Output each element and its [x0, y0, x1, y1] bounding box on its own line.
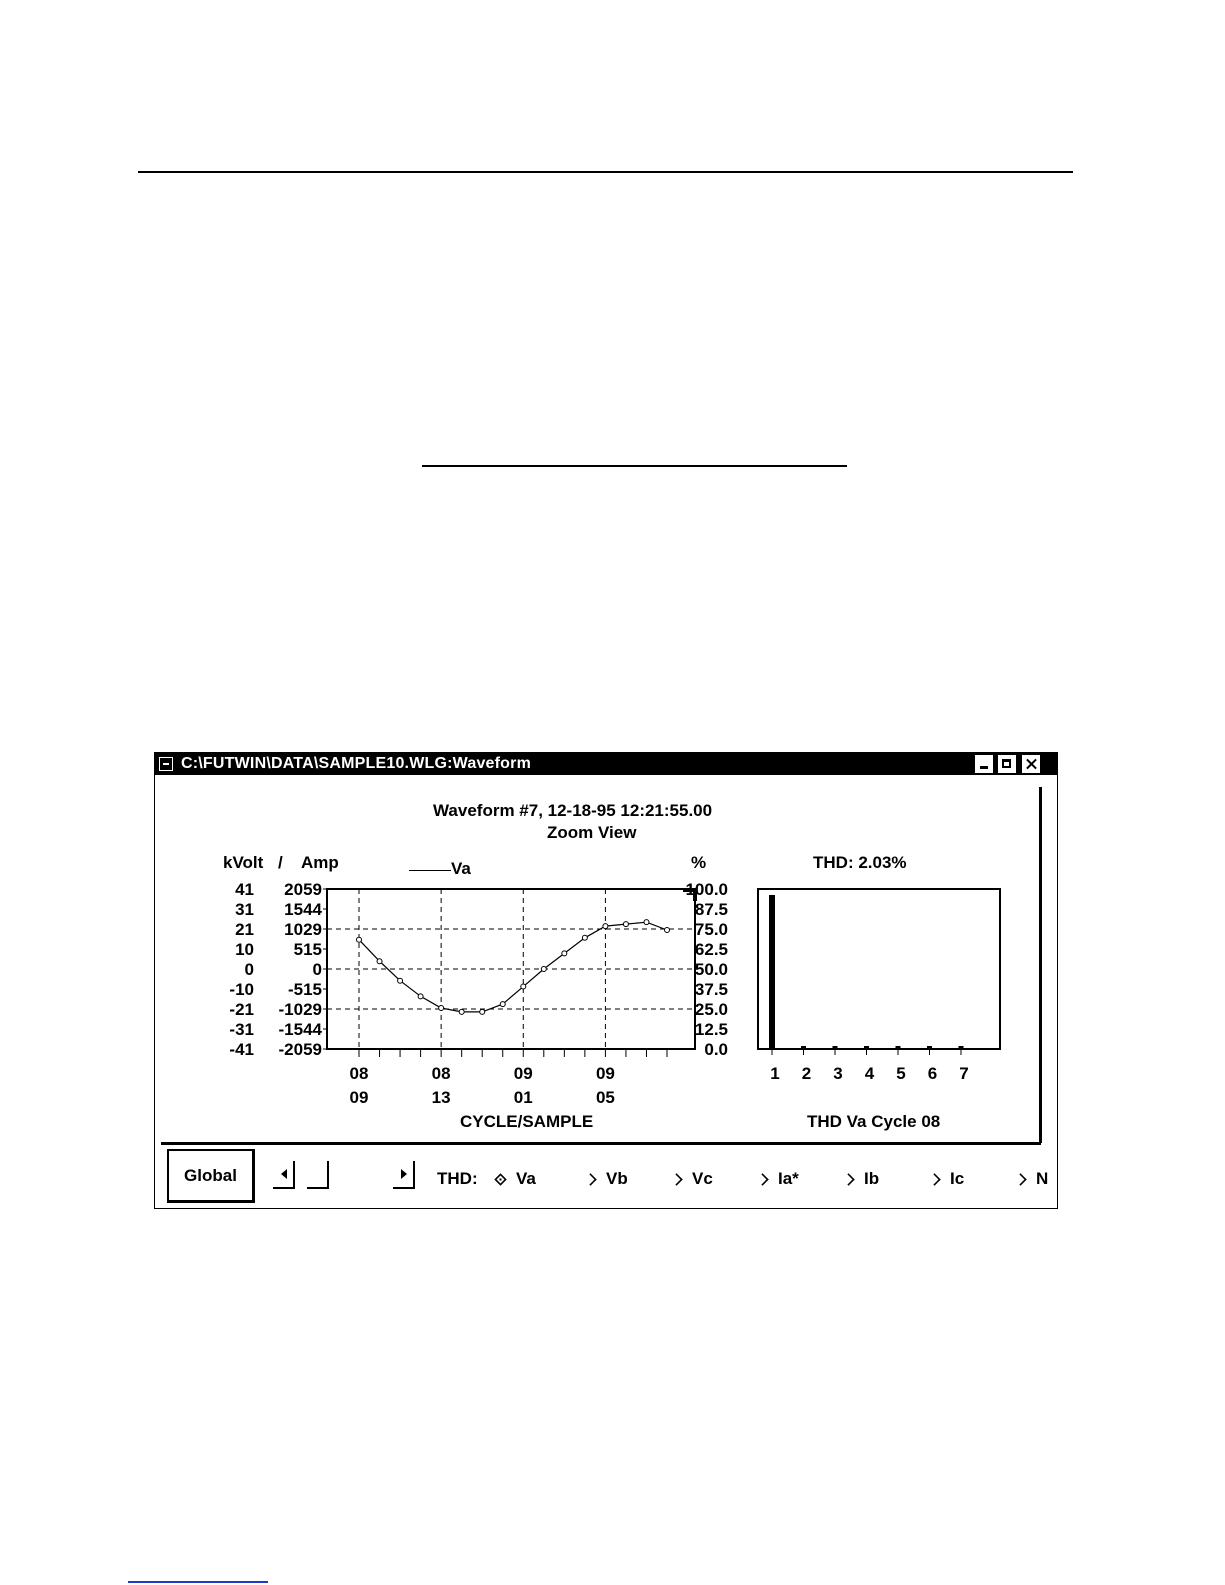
thd-category-label: 2 — [801, 1064, 812, 1083]
percent-tick-label: 50.0 — [694, 960, 728, 979]
thd-option-label: N — [1036, 1169, 1049, 1188]
page-rule-middle — [422, 465, 847, 467]
va-data-point — [480, 1009, 485, 1014]
thd-bar-plot — [758, 889, 1000, 1083]
va-data-point — [541, 967, 546, 972]
x-tick-label-top: 08 — [431, 1064, 451, 1083]
radio-marker-icon — [756, 1173, 768, 1185]
percent-tick-label: 100.0 — [685, 880, 728, 899]
thd-category-label: 6 — [927, 1064, 938, 1083]
waveform-plot — [323, 889, 697, 1057]
kvolt-tick-label: 21 — [235, 920, 254, 939]
thd-category-label: 3 — [833, 1064, 843, 1083]
va-series-line — [359, 922, 667, 1012]
thd-category-label: 7 — [959, 1064, 969, 1083]
va-data-point — [500, 1002, 505, 1007]
waveform-window — [154, 752, 1058, 1209]
va-data-point — [562, 951, 567, 956]
cycle-sample-tick-labels — [350, 1064, 615, 1107]
amp-tick-label: 515 — [293, 940, 322, 959]
va-data-point — [377, 959, 382, 964]
amp-tick-labels — [279, 880, 323, 1059]
kvolt-tick-labels — [229, 880, 254, 1059]
va-data-point — [459, 1009, 464, 1014]
radio-marker-icon — [928, 1173, 940, 1185]
percent-axis-title: % — [691, 853, 707, 872]
radio-marker-icon — [584, 1173, 596, 1185]
x-tick-label-top: 09 — [513, 1064, 533, 1083]
amp-tick-label: 1029 — [284, 920, 322, 939]
x-tick-label-top: 09 — [595, 1064, 615, 1083]
va-data-point — [439, 1006, 444, 1011]
x-tick-label-bottom: 01 — [513, 1088, 533, 1107]
vertical-scrollbar[interactable] — [1039, 787, 1042, 1143]
thd-category-label: 1 — [770, 1064, 780, 1083]
percent-tick-label: 87.5 — [694, 900, 728, 919]
amp-tick-label: 0 — [312, 960, 322, 979]
kvolt-tick-label: 41 — [235, 880, 254, 899]
thd-option-label: Ia* — [778, 1169, 799, 1188]
kvolt-tick-label: 0 — [244, 960, 254, 979]
radio-marker-icon — [842, 1173, 854, 1185]
thd-category-label: 4 — [864, 1064, 875, 1083]
amp-axis-title: Amp — [301, 853, 339, 872]
thd-chart-title: THD: 2.03% — [813, 853, 907, 872]
thd-bar — [801, 1046, 806, 1049]
thd-selector-label: THD: — [437, 1169, 478, 1188]
thd-bar — [864, 1046, 869, 1049]
va-data-point — [665, 927, 670, 932]
charts-svg — [155, 753, 1057, 1139]
thd-bar — [896, 1046, 901, 1049]
radio-marker-icon — [494, 1173, 506, 1185]
x-tick-label-bottom: 13 — [431, 1088, 451, 1107]
kvolt-axis-title: kVolt — [223, 853, 264, 872]
percent-tick-label: 0.0 — [704, 1040, 728, 1059]
va-data-point — [357, 937, 362, 942]
percent-tick-label: 12.5 — [694, 1020, 728, 1039]
toolbar-separator — [161, 1142, 1041, 1145]
amp-tick-label: -2059 — [278, 1040, 322, 1059]
thd-option-label: Ic — [950, 1169, 965, 1188]
footer-link-underline — [128, 1581, 268, 1583]
va-data-point — [623, 922, 628, 927]
va-data-point — [418, 994, 423, 999]
x-axis-label: CYCLE/SAMPLE — [460, 1112, 594, 1131]
percent-tick-label: 25.0 — [694, 1000, 728, 1019]
va-data-point — [582, 935, 587, 940]
va-data-point — [603, 924, 608, 929]
thd-x-axis-label: THD Va Cycle 08 — [807, 1112, 941, 1131]
thd-category-label: 5 — [896, 1064, 906, 1083]
legend-va: Va — [451, 859, 471, 878]
amp-tick-label: -1029 — [278, 1000, 322, 1019]
thd-option-label: Vc — [692, 1169, 713, 1188]
blank-button[interactable] — [307, 1161, 329, 1189]
next-cycle-button[interactable] — [393, 1161, 415, 1189]
window-title: C:\FUTWIN\DATA\SAMPLE10.WLG:Waveform — [181, 755, 532, 772]
global-button[interactable]: Global — [167, 1149, 255, 1203]
kvolt-tick-label: -31 — [229, 1020, 254, 1039]
thd-option-label: Va — [516, 1169, 536, 1188]
kvolt-tick-label: 31 — [235, 900, 254, 919]
axis-title-separator: / — [278, 853, 283, 872]
va-data-point — [521, 984, 526, 989]
percent-tick-label: 37.5 — [694, 980, 728, 999]
radio-marker-icon — [670, 1173, 682, 1185]
radio-marker-icon — [1014, 1173, 1026, 1185]
thd-option-label: Ib — [864, 1169, 880, 1188]
thd-option-n[interactable] — [1015, 1169, 1048, 1189]
amp-tick-label: -515 — [287, 980, 322, 999]
thd-option-ib[interactable] — [843, 1169, 879, 1189]
thd-option-vc[interactable] — [671, 1169, 713, 1189]
percent-tick-label: 62.5 — [694, 940, 728, 959]
thd-bar — [769, 895, 775, 1049]
amp-tick-label: 1544 — [284, 900, 322, 919]
waveform-title: Waveform #7, 12-18-95 12:21:55.00 — [433, 801, 713, 820]
kvolt-tick-label: -41 — [229, 1040, 254, 1059]
amp-tick-label: -1544 — [278, 1020, 322, 1039]
thd-bar — [959, 1046, 964, 1049]
percent-tick-label: 75.0 — [694, 920, 728, 939]
thd-option-label: Vb — [606, 1169, 628, 1188]
amp-tick-label: 2059 — [284, 880, 322, 899]
x-tick-label-bottom: 09 — [349, 1088, 369, 1107]
thd-option-vb[interactable] — [585, 1169, 628, 1189]
x-tick-label-top: 08 — [349, 1064, 369, 1083]
previous-cycle-button[interactable] — [273, 1161, 295, 1189]
kvolt-tick-label: 10 — [235, 940, 254, 959]
thd-option-ia-star[interactable] — [757, 1169, 799, 1189]
va-data-point — [398, 978, 403, 983]
kvolt-tick-label: -10 — [229, 980, 254, 999]
thd-option-va[interactable] — [495, 1169, 536, 1189]
thd-bar — [927, 1046, 932, 1049]
thd-option-ic[interactable] — [929, 1169, 964, 1189]
va-data-point — [644, 920, 649, 925]
thd-bar — [833, 1046, 838, 1049]
x-tick-label-bottom: 05 — [595, 1088, 615, 1107]
kvolt-tick-label: -21 — [229, 1000, 254, 1019]
thd-frame — [758, 889, 1000, 1049]
waveform-subtitle: Zoom View — [547, 823, 637, 842]
page-rule-top — [138, 171, 1073, 173]
